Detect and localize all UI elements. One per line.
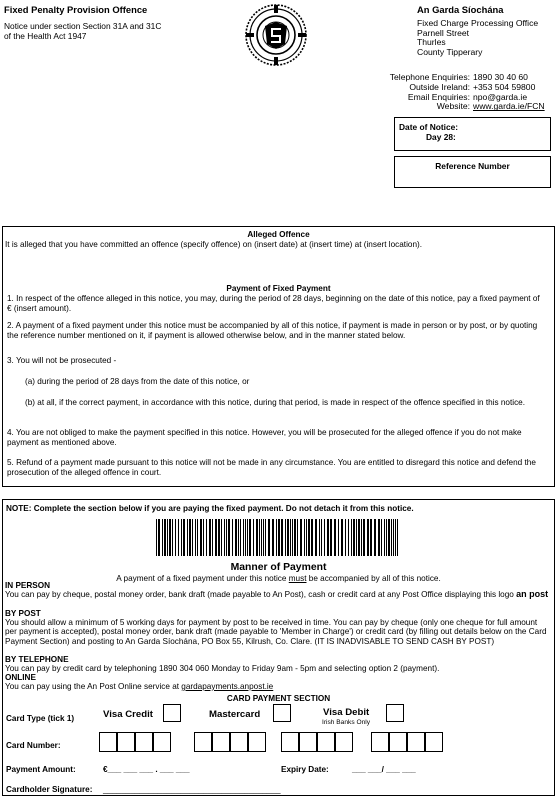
barcode-icon xyxy=(156,519,401,556)
card-number-digit-box[interactable] xyxy=(117,732,135,752)
barcode-bar xyxy=(243,519,244,556)
notice-subtitle-line: of the Health Act 1947 xyxy=(4,31,87,41)
barcode-bar xyxy=(232,519,233,556)
notice-title: Fixed Penalty Provision Offence xyxy=(4,4,148,15)
barcode-bar xyxy=(200,519,202,556)
by-telephone-heading: BY TELEPHONE xyxy=(5,655,69,664)
date-of-notice-label: Date of Notice: xyxy=(399,122,459,132)
barcode-bar xyxy=(356,519,357,556)
barcode-bar xyxy=(294,519,296,556)
barcode-bar xyxy=(195,519,196,556)
offence-title: Alleged Offence xyxy=(247,230,310,239)
barcode-bar xyxy=(169,519,171,556)
signature-label: Cardholder Signature: xyxy=(6,785,93,794)
address-line: Fixed Charge Processing Office xyxy=(417,18,539,28)
barcode-bar xyxy=(181,519,182,556)
garda-crest-icon xyxy=(243,2,309,68)
reference-number-box[interactable] xyxy=(394,156,551,188)
barcode-bar xyxy=(156,519,157,556)
barcode-bar xyxy=(175,519,176,556)
barcode-bar xyxy=(381,519,382,556)
office-address xyxy=(417,19,538,57)
online-text-part: You can pay using the An Post Online service at xyxy=(5,682,182,691)
card-number-digit-box[interactable] xyxy=(425,732,443,752)
barcode-bar xyxy=(158,519,160,556)
payment-amount-label: Payment Amount: xyxy=(6,765,76,774)
barcode-bar xyxy=(324,519,325,556)
barcode-bar xyxy=(397,519,398,556)
barcode-bar xyxy=(263,519,264,556)
address-line: Parnell Street xyxy=(417,27,470,38)
visa-credit-label: Visa Credit xyxy=(103,709,153,720)
payment-note: NOTE: Complete the section below if you are paying the fixed payment. Do not detach it from this notice. xyxy=(6,504,414,513)
contact-values xyxy=(473,73,545,112)
barcode-bar xyxy=(330,519,332,556)
card-number-digit-box[interactable] xyxy=(248,732,266,752)
barcode-bar xyxy=(224,519,225,556)
barcode-bar xyxy=(315,519,317,556)
card-number-digit-box[interactable] xyxy=(389,732,407,752)
barcode-bar xyxy=(172,519,173,556)
manner-text xyxy=(3,574,554,583)
barcode-bar xyxy=(388,519,390,556)
barcode-bar xyxy=(247,519,248,556)
card-number-digit-box[interactable] xyxy=(299,732,317,752)
address-line: County Tipperary xyxy=(417,46,483,57)
paragraph-3b: (b) at all, if the correct payment, in accordance with this notice, during that period, is made in respect of the offence specified in this notice. xyxy=(25,398,526,407)
barcode-bar xyxy=(345,519,346,556)
barcode-bar xyxy=(259,519,260,556)
barcode-bar xyxy=(384,519,385,556)
mastercard-checkbox[interactable] xyxy=(273,704,291,722)
manner-text-part: A payment of a fixed payment under this notice xyxy=(116,574,289,583)
barcode-bar xyxy=(164,519,166,556)
barcode-bar xyxy=(374,519,376,556)
barcode-bar xyxy=(218,519,220,556)
contact-label: Telephone Enquiries: xyxy=(389,72,470,82)
card-number-digit-box[interactable] xyxy=(99,732,117,752)
visa-debit-label: Visa Debit xyxy=(323,707,370,718)
paragraph-4: 4. You are not obliged to make the payment specified in this notice. However, you will be prosecuted for the alleged offence if you do not make payment as mentioned above. xyxy=(7,428,522,447)
by-post-heading: BY POST xyxy=(5,609,41,618)
manner-must: must xyxy=(288,574,307,583)
expiry-date-field[interactable]: ___ ___/ ___ ___ xyxy=(352,765,416,774)
barcode-bar xyxy=(228,519,230,556)
card-number-digit-box[interactable] xyxy=(371,732,389,752)
barcode-bar xyxy=(261,519,262,556)
card-number-digit-box[interactable] xyxy=(135,732,153,752)
by-telephone-text: You can pay by credit card by telephoning 1890 304 060 Monday to Friday 9am - 5pm and selecting option 2 (payment). xyxy=(5,664,440,673)
barcode-bar xyxy=(351,519,352,556)
barcode-bar xyxy=(249,519,251,556)
barcode-bar xyxy=(281,519,283,556)
barcode-bar xyxy=(304,519,305,556)
barcode-bar xyxy=(265,519,266,556)
barcode-bar xyxy=(338,519,339,556)
card-number-digit-box[interactable] xyxy=(230,732,248,752)
contact-label: Outside Ireland: xyxy=(409,81,470,92)
mastercard-label: Mastercard xyxy=(209,709,261,720)
barcode-bar xyxy=(189,519,191,556)
card-payment-title: CARD PAYMENT SECTION xyxy=(226,694,331,703)
card-number-digit-box[interactable] xyxy=(281,732,299,752)
card-number-digit-box[interactable] xyxy=(407,732,425,752)
website-link[interactable]: www.garda.ie/FCN xyxy=(473,101,545,112)
barcode-bar xyxy=(300,519,302,556)
barcode-bar xyxy=(285,519,286,556)
barcode-bar xyxy=(197,519,198,556)
barcode-bar xyxy=(393,519,394,556)
barcode-bar xyxy=(256,519,258,556)
barcode-bar xyxy=(287,519,289,556)
card-number-digit-box[interactable] xyxy=(194,732,212,752)
intl-phone-number: +353 504 59800 xyxy=(473,81,536,92)
in-person-text xyxy=(5,590,550,599)
barcode-bar xyxy=(212,519,213,556)
barcode-bar xyxy=(308,519,310,556)
org-name: An Garda Síochána xyxy=(417,4,504,15)
barcode-bar xyxy=(378,519,380,556)
payment-section xyxy=(2,499,555,796)
paragraph-1: 1. In respect of the offence alleged in this notice, you may, during the period of 28 days, beginning on the date of this notice, pay a fixed payment of € (insert amount). xyxy=(7,294,540,313)
barcode-bar xyxy=(311,519,313,556)
barcode-bar xyxy=(209,519,211,556)
barcode-bar xyxy=(238,519,239,556)
contact-label: Email Enquiries: xyxy=(407,91,470,102)
barcode-bar xyxy=(203,519,204,556)
barcode-bar xyxy=(215,519,217,556)
offence-section xyxy=(2,226,555,487)
barcode-bar xyxy=(353,519,355,556)
email-address: npo@garda.ie xyxy=(473,91,528,102)
barcode-bar xyxy=(226,519,227,556)
barcode-bar xyxy=(278,519,280,556)
card-number-digit-box[interactable] xyxy=(153,732,171,752)
online-payment-link[interactable]: gardapayments.anpost.ie xyxy=(181,682,274,691)
barcode-bar xyxy=(183,519,185,556)
barcode-bar xyxy=(268,519,270,556)
barcode-bar xyxy=(245,519,246,556)
barcode-bar xyxy=(206,519,207,556)
an-post-logo: an post xyxy=(516,589,549,599)
phone-number: 1890 30 40 60 xyxy=(473,72,528,82)
paragraph-2: 2. A payment of a fixed payment under this notice must be accompanied by all of this notice, if payment is made in person or by post, or by quoting the reference number mentioned on it, if payment is allowed otherwise below, and in the manner stated below. xyxy=(7,321,538,340)
barcode-bar xyxy=(187,519,188,556)
barcode-bar xyxy=(361,519,362,556)
by-post-text: You should allow a minimum of 5 working days for payment by post to be received in time. You can pay by cheque (only one cheque for full amount per payment is accepted), postal money order, bank draft (made payable to 'Member in Charge') or credit card (by filling out details below on the Card Payment Section) and posting to An Garda Síochána, PO Box 55, Kilrush, Co. Clare. (IT IS INADVISABLE TO SEND CASH BY POST) xyxy=(5,618,547,646)
offence-text: It is alleged that you have committed an offence (specify offence) on (insert date) at (insert time) at (insert location). xyxy=(5,240,423,249)
card-number-label: Card Number: xyxy=(6,741,61,750)
expiry-date-label: Expiry Date: xyxy=(281,765,329,774)
paragraph-5: 5. Refund of a payment made pursuant to this notice will not be made in any circumstance. You are entitled to disregard this notice and defend the prosecution of the alleged offence in court. xyxy=(7,458,536,477)
card-number-digit-box[interactable] xyxy=(212,732,230,752)
barcode-bar xyxy=(306,519,307,556)
barcode-bar xyxy=(358,519,360,556)
barcode-bar xyxy=(348,519,349,556)
barcode-bar xyxy=(253,519,254,556)
in-person-body: You can pay by cheque, postal money order, bank draft (made payable to An Post), cash or credit card at any Post Office displaying this logo xyxy=(5,590,514,599)
irish-banks-only-note: Irish Banks Only xyxy=(322,719,371,726)
online-heading: ONLINE xyxy=(5,673,36,682)
online-text xyxy=(5,682,273,691)
notice-subtitle-line: Notice under section Section 31A and 31C xyxy=(4,21,162,31)
barcode-bar xyxy=(319,519,320,556)
payment-title: Payment of Fixed Payment xyxy=(226,284,331,293)
manner-text-part: be accompanied by all of this notice. xyxy=(306,574,441,583)
barcode-bar xyxy=(221,519,222,556)
visa-credit-checkbox[interactable] xyxy=(163,704,181,722)
barcode-bar xyxy=(235,519,237,556)
signature-field[interactable]: _______________________________________ xyxy=(103,785,281,794)
barcode-bar xyxy=(272,519,274,556)
barcode-bar xyxy=(290,519,291,556)
payment-amount-field[interactable]: €___ ___ ___ . ___ ___ xyxy=(103,765,190,774)
barcode-bar xyxy=(276,519,277,556)
card-number-field[interactable] xyxy=(99,732,539,754)
barcode-bar xyxy=(334,519,336,556)
barcode-bar xyxy=(363,519,365,556)
barcode-bar xyxy=(297,519,298,556)
barcode-bar xyxy=(178,519,179,556)
barcode-bar xyxy=(327,519,329,556)
contact-labels xyxy=(360,73,470,112)
contact-label: Website: xyxy=(436,101,470,112)
day28-label: Day 28: xyxy=(426,132,456,142)
barcode-bar xyxy=(386,519,387,556)
paragraph-3: 3. You will not be prosecuted - xyxy=(7,356,117,365)
barcode-bar xyxy=(321,519,322,556)
reference-number-label: Reference Number xyxy=(435,161,510,171)
visa-debit-checkbox[interactable] xyxy=(386,704,404,722)
barcode-bar xyxy=(292,519,293,556)
barcode-bar xyxy=(395,519,396,556)
barcode-bar xyxy=(367,519,369,556)
barcode-bar xyxy=(391,519,392,556)
barcode-bar xyxy=(240,519,241,556)
barcode-bar xyxy=(370,519,372,556)
barcode-bar xyxy=(162,519,163,556)
barcode-bar xyxy=(167,519,168,556)
notice-subtitle xyxy=(4,21,161,41)
barcode-bar xyxy=(341,519,343,556)
card-number-digit-box[interactable] xyxy=(317,732,335,752)
address-line: Thurles xyxy=(417,37,446,48)
date-of-notice-box[interactable] xyxy=(394,117,551,151)
card-number-digit-box[interactable] xyxy=(335,732,353,752)
barcode-bar xyxy=(192,519,193,556)
paragraph-3a: (a) during the period of 28 days from the date of this notice, or xyxy=(25,377,250,386)
card-type-label: Card Type (tick 1) xyxy=(6,714,75,723)
in-person-heading: IN PERSON xyxy=(5,581,51,590)
manner-title: Manner of Payment xyxy=(230,562,327,573)
